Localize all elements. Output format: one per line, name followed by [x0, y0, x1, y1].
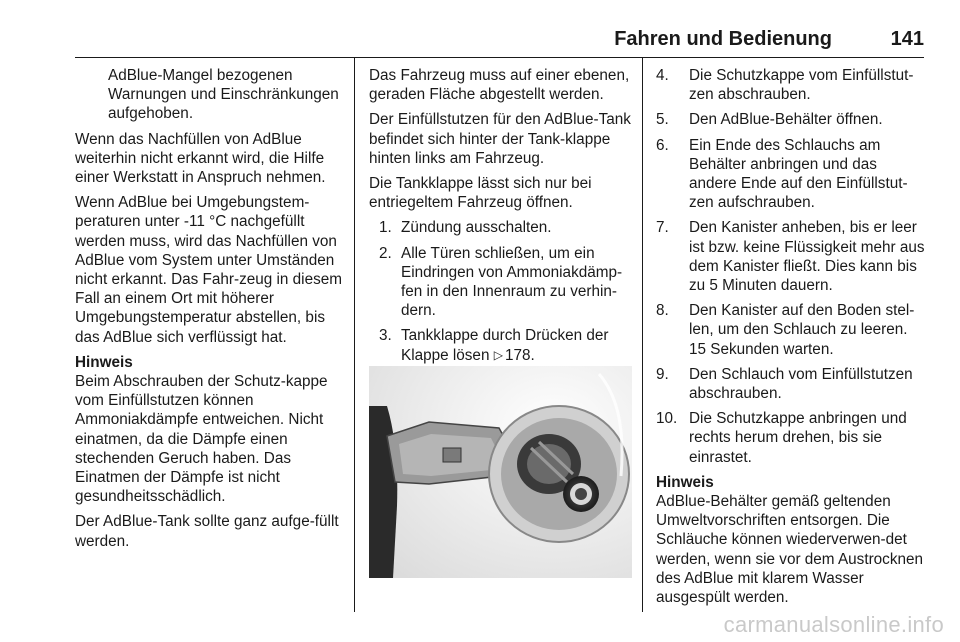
watermark: carmanualsonline.info: [723, 612, 944, 637]
paragraph: Das Fahrzeug muss auf einer ebenen, geraden Fläche abgestellt werden.: [369, 67, 630, 104]
list-item: [369, 244, 634, 321]
list-item: [656, 136, 928, 213]
page-title: Fahren und Bedienung: [614, 28, 832, 50]
list-item: [656, 365, 928, 403]
list-number: 2.: [379, 244, 392, 262]
column-3: [656, 66, 928, 613]
continuation-text: AdBlue-Mangel bezogenen Warnungen und Einschränkungen aufgehoben.: [108, 67, 339, 123]
note-text: Beim Abschrauben der Schutz-kappe vom Einfüllstutzen können Ammoniakdämpfe entweichen. Nicht einatmen, da die Dämpfe einen stechenden Geruch haben. Das Einatmen der Dämpfe ist nicht gesundheitsschädlich.: [75, 373, 328, 506]
list-text: Den Kanister anheben, bis er leer ist bzw. keine Flüssigkeit mehr aus dem Kanister fließt. Dies kann bis zu 5 Minuten dauern.: [689, 219, 925, 295]
note-title: Hinweis: [75, 353, 133, 371]
list-text: Ein Ende des Schlauchs am Behälter anbringen und das andere Ende auf den Einfüllstut-zen aufschrauben.: [689, 136, 908, 212]
paragraph: Wenn AdBlue bei Umgebungstem-peraturen unter -11 °C nachgefüllt werden muss, wird das Nachfüllen von AdBlue vom System unter Umständen nicht erkannt. Das Fahr-zeug in diesem Fall an einem Ort mit höherer Umgebungstemperatur abstellen, bis das AdBlue sich verflüssigt hat.: [75, 194, 342, 346]
paragraph: Der AdBlue-Tank sollte ganz aufge-füllt werden.: [75, 513, 339, 550]
list-text: Alle Türen schließen, um ein Eindringen von Ammoniakdämp-fen in den Innenraum zu verhin-dern.: [401, 244, 623, 320]
column-2: [369, 66, 634, 371]
paragraph: Wenn das Nachfüllen von AdBlue weiterhin nicht erkannt wird, die Hilfe einer Werkstatt in Anspruch nehmen.: [75, 130, 326, 187]
note-block: [75, 353, 345, 507]
fuel-flap-adblue-filler-photo: [369, 366, 632, 578]
list-item: [656, 409, 928, 467]
list-text: Zündung ausschalten.: [401, 219, 552, 237]
list-item: [656, 66, 928, 104]
list-number: 8.: [656, 302, 669, 320]
list-text: Den Schlauch vom Einfüllstutzen abschrauben.: [689, 365, 913, 403]
list-text: Die Schutzkappe anbringen und rechts herum drehen, bis sie einrastet.: [689, 410, 907, 466]
list-number: 3.: [379, 327, 392, 345]
list-item: [369, 218, 634, 237]
header-rule: [75, 57, 924, 58]
column-divider-right: [642, 57, 643, 612]
page-number: 141: [890, 28, 924, 50]
list-number: 1.: [379, 219, 392, 237]
list-number: 10.: [656, 410, 678, 428]
list-text: Die Schutzkappe vom Einfüllstut-zen abschrauben.: [689, 67, 914, 104]
column-1: [75, 66, 345, 557]
list-item: [369, 326, 634, 364]
page-reference-icon[interactable]: ▷: [493, 347, 503, 362]
list-text-with-ref: [401, 326, 634, 364]
list-number: 9.: [656, 365, 669, 383]
list-text: Den Kanister auf den Boden stel-len, um den Schlauch zu leeren. 15 Sekunden warten.: [689, 302, 915, 358]
list-text: Den AdBlue-Behälter öffnen.: [689, 111, 883, 129]
note-title: Hinweis: [656, 473, 714, 491]
list-item: [656, 301, 928, 359]
note-block: [656, 473, 928, 607]
note-text: AdBlue-Behälter gemäß geltenden Umweltvorschriften entsorgen. Die Schläuche können wiederverwen-det werden, wenn sie vor dem Austrocknen des AdBlue mit klarem Wasser ausgespült werden.: [656, 493, 923, 607]
paragraph: Die Tankklappe lässt sich nur bei entriegeltem Fahrzeug öffnen.: [369, 175, 592, 212]
list-item: [656, 218, 928, 295]
list-number: 5.: [656, 111, 669, 129]
list-text: Tankklappe durch Drücken der Klappe lösen: [401, 327, 609, 364]
list-number: 4.: [656, 67, 669, 84]
paragraph: Der Einfüllstutzen für den AdBlue-Tank befindet sich hinter der Tank-klappe hinten links am Fahrzeug.: [369, 111, 631, 167]
list-item: [656, 110, 928, 129]
page-reference-link[interactable]: 178.: [504, 346, 535, 364]
list-number: 6.: [656, 136, 669, 154]
list-number: 7.: [656, 219, 669, 237]
column-divider-left: [354, 57, 355, 612]
